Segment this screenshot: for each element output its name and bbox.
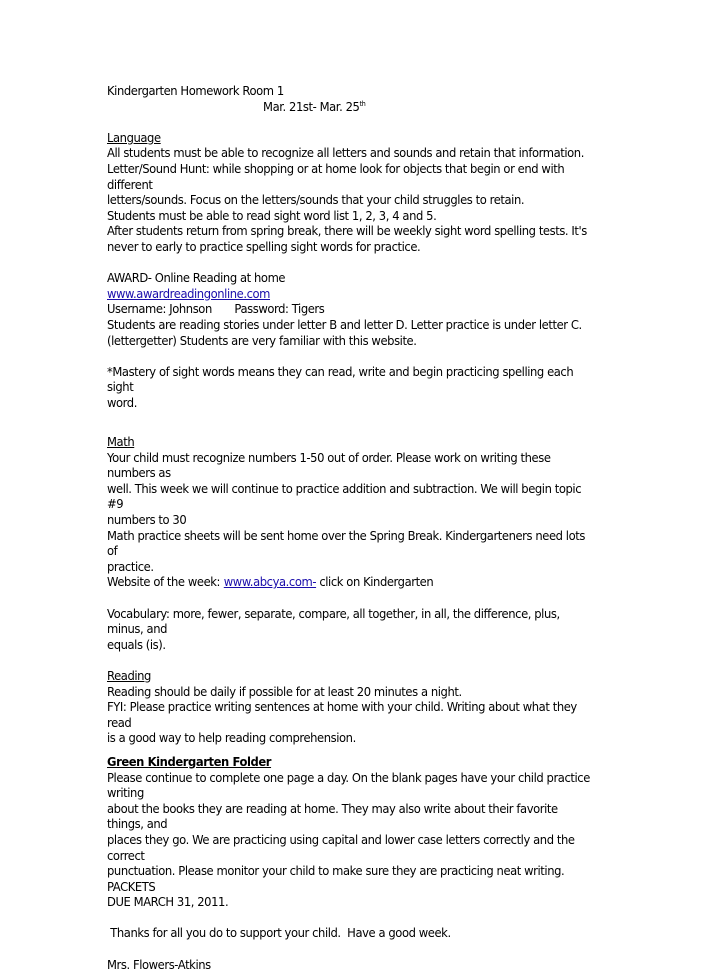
math-line: Math practice sheets will be sent home over the Spring Break. Kindergarteners need lots of bbox=[107, 528, 585, 559]
document-title: Kindergarten Homework Room 1 bbox=[107, 84, 284, 98]
award-credentials bbox=[107, 302, 596, 318]
award-heading: AWARD- Online Reading at home bbox=[107, 271, 286, 286]
mastery-note: word. bbox=[107, 395, 137, 410]
math-line: well. This week we will continue to practice addition and subtraction. We will begin topic #9 bbox=[107, 481, 582, 512]
award-line: (lettergetter) Students are very familiar with this website. bbox=[107, 333, 417, 348]
award-line: Students are reading stories under letter B and letter D. Letter practice is under letter C. bbox=[107, 317, 582, 332]
closing-line: Thanks for all you do to support your child. Have a good week. bbox=[107, 926, 451, 941]
website-of-week bbox=[107, 575, 596, 591]
folder-line: DUE MARCH 31, 2011. bbox=[107, 895, 229, 910]
math-heading: Math bbox=[107, 435, 135, 450]
folder-line: about the books they are reading at home. They may also write about their favorite things, and bbox=[107, 801, 558, 832]
language-line: letters/sounds. Focus on the letters/sounds that your child struggles to retain. bbox=[107, 193, 525, 208]
award-username: Username: Johnson bbox=[107, 302, 212, 317]
folder-heading: Green Kindergarten Folder bbox=[107, 754, 272, 769]
folder-line: Please continue to complete one page a day. On the blank pages have your child practice writing bbox=[107, 770, 590, 801]
document-body bbox=[107, 84, 596, 973]
language-line: After students return from spring break, there will be weekly sight word spelling tests. It's bbox=[107, 224, 587, 239]
award-password: Password: Tigers bbox=[234, 302, 325, 317]
language-line: never to early to practice spelling sight words for practice. bbox=[107, 239, 421, 254]
language-heading: Language bbox=[107, 130, 161, 145]
website-label: Website of the week: bbox=[107, 575, 221, 590]
math-line: practice. bbox=[107, 559, 154, 574]
folder-line: punctuation. Please monitor your child to make sure they are practicing neat writing. PACKETS bbox=[107, 864, 565, 894]
award-link[interactable]: www.awardreadingonline.com bbox=[107, 286, 271, 301]
math-line: numbers to 30 bbox=[107, 513, 187, 528]
reading-line: is a good way to help reading comprehension. bbox=[107, 731, 356, 746]
vocabulary-line: equals (is). bbox=[107, 637, 166, 652]
language-line: All students must be able to recognize all letters and sounds and retain that information. bbox=[107, 146, 584, 161]
reading-heading: Reading bbox=[107, 668, 151, 683]
date-range bbox=[107, 100, 596, 116]
date-suffix: th bbox=[359, 99, 366, 108]
reading-line: Reading should be daily if possible for at least 20 minutes a night. bbox=[107, 684, 462, 699]
mastery-note: *Mastery of sight words means they can read, write and begin practicing spelling each sight bbox=[107, 364, 574, 395]
folder-line: places they go. We are practicing using capital and lower case letters correctly and the correct bbox=[107, 832, 575, 863]
language-line: Students must be able to read sight word list 1, 2, 3, 4 and 5. bbox=[107, 208, 437, 223]
reading-line: FYI: Please practice writing sentences at home with your child. Writing about what they read bbox=[107, 700, 577, 730]
website-link[interactable]: www.abcya.com- bbox=[223, 575, 317, 590]
website-after: click on Kindergarten bbox=[316, 575, 434, 590]
signature: Mrs. Flowers-Atkins bbox=[107, 957, 211, 972]
math-line: Your child must recognize numbers 1-50 out of order. Please work on writing these numbers as bbox=[107, 450, 551, 481]
date-range-text: Mar. 21st- Mar. 25 bbox=[263, 99, 360, 114]
language-line: Letter/Sound Hunt: while shopping or at home look for objects that begin or end with different bbox=[107, 161, 565, 192]
vocabulary-line: Vocabulary: more, fewer, separate, compare, all together, in all, the difference, plus, minus, and bbox=[107, 606, 560, 637]
